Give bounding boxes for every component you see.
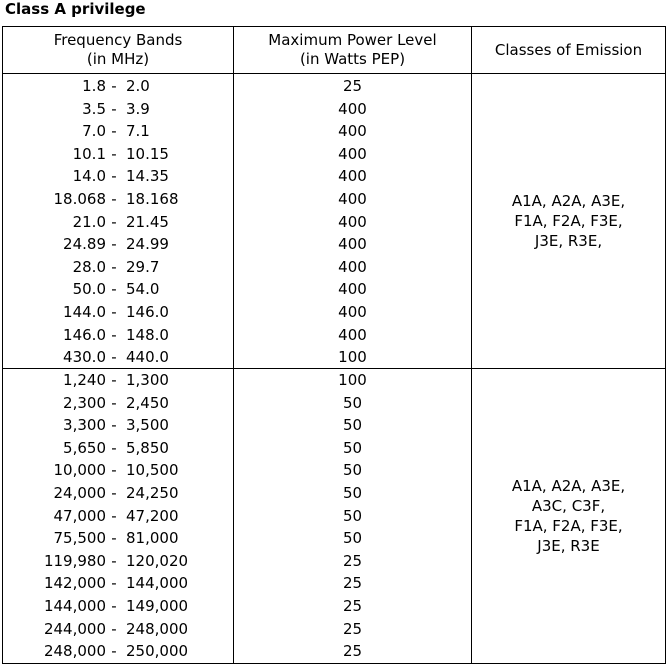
table-row <box>3 414 472 437</box>
band-low: 244,000 <box>43 619 106 638</box>
band-low: 1.8 <box>82 77 106 95</box>
band-dash: - <box>111 280 117 299</box>
table-row <box>3 550 472 573</box>
table-row <box>3 459 472 482</box>
power-level: 400 <box>338 190 367 208</box>
band-high: 250,000 <box>126 642 189 661</box>
emission-line: F1A, F2A, F3E, <box>514 212 623 230</box>
band-low: 146.0 <box>63 325 106 344</box>
band-dash: - <box>111 461 117 480</box>
emission-line: A3C, C3F, <box>531 496 606 515</box>
band-high: 5,850 <box>126 438 169 457</box>
band-low: 119,980 <box>43 551 106 570</box>
table-section <box>3 368 665 663</box>
table-row <box>3 98 472 121</box>
band-dash: - <box>111 167 117 186</box>
table-row <box>3 211 472 234</box>
band-high: 24.99 <box>126 235 169 254</box>
emission-classes <box>472 368 665 663</box>
band-high: 7.1 <box>126 122 150 141</box>
band-high: 148.0 <box>126 325 169 344</box>
band-low: 7.0 <box>82 122 106 141</box>
header-emission <box>472 27 665 73</box>
band-low: 3,300 <box>63 416 106 435</box>
band-dash: - <box>111 416 117 435</box>
band-dash: - <box>111 551 117 570</box>
band-dash: - <box>111 212 117 231</box>
band-dash: - <box>111 325 117 344</box>
power-level: 50 <box>342 484 363 502</box>
band-dash: - <box>111 484 117 502</box>
power-level: 25 <box>342 77 363 95</box>
band-high: 2,450 <box>126 393 169 412</box>
power-level: 50 <box>342 416 363 435</box>
table-row <box>3 369 472 392</box>
power-level: 400 <box>338 235 367 254</box>
band-low: 430.0 <box>63 348 106 367</box>
band-high: 21.45 <box>126 212 169 231</box>
band-dash: - <box>111 99 117 118</box>
band-high: 47,200 <box>126 506 179 525</box>
band-high: 1,300 <box>126 371 169 389</box>
band-low: 5,650 <box>63 438 106 457</box>
band-dash: - <box>111 438 117 457</box>
power-level: 50 <box>342 438 363 457</box>
table-row <box>3 188 472 211</box>
band-dash: - <box>111 235 117 254</box>
power-level: 50 <box>342 393 363 412</box>
table-row <box>3 527 472 550</box>
band-high: 144,000 <box>126 574 189 593</box>
table-row <box>3 324 472 347</box>
band-dash: - <box>111 348 117 367</box>
power-level: 25 <box>342 619 363 638</box>
table-row <box>3 233 472 256</box>
band-high: 120,020 <box>126 551 189 570</box>
table-row <box>3 346 472 369</box>
band-high: 440.0 <box>126 348 169 367</box>
band-high: 146.0 <box>126 303 169 321</box>
power-level: 400 <box>338 99 367 118</box>
header-frequency <box>3 27 233 73</box>
band-low: 50.0 <box>72 280 106 299</box>
band-dash: - <box>111 506 117 525</box>
band-dash: - <box>111 190 117 208</box>
band-low: 10,000 <box>53 461 106 480</box>
table-row <box>3 143 472 166</box>
header-power-line1: Maximum Power Level <box>268 31 437 49</box>
band-high: 14.35 <box>126 167 169 186</box>
band-low: 18.068 <box>53 190 106 208</box>
header-power-line2: (in Watts PEP) <box>299 50 406 68</box>
band-high: 248,000 <box>126 619 189 638</box>
emission-line: J3E, R3E, <box>534 232 603 250</box>
table-row <box>3 640 472 663</box>
band-high: 10,500 <box>126 461 179 480</box>
table-row <box>3 505 472 528</box>
band-dash: - <box>111 597 117 615</box>
table-section <box>3 74 665 368</box>
power-level: 100 <box>338 371 367 389</box>
band-dash: - <box>111 642 117 661</box>
band-low: 14.0 <box>72 167 106 186</box>
power-level: 400 <box>338 144 367 163</box>
band-low: 144.0 <box>63 303 106 321</box>
emission-classes <box>472 74 665 368</box>
band-dash: - <box>111 257 117 276</box>
table-row <box>3 165 472 188</box>
power-level: 25 <box>342 597 363 615</box>
table-row <box>3 278 472 301</box>
band-dash: - <box>111 144 117 163</box>
band-high: 10.15 <box>126 144 169 163</box>
band-dash: - <box>111 371 117 389</box>
header-frequency-line2: (in MHz) <box>86 50 150 68</box>
power-level: 50 <box>342 461 363 480</box>
page-title: Class A privilege <box>5 0 146 18</box>
band-dash: - <box>111 619 117 638</box>
band-high: 3.9 <box>126 99 150 118</box>
band-high: 3,500 <box>126 416 169 435</box>
emission-line: J3E, R3E <box>537 536 600 555</box>
table-row <box>3 572 472 595</box>
band-low: 2,300 <box>63 393 106 412</box>
power-level: 400 <box>338 325 367 344</box>
emission-line: F1A, F2A, F3E, <box>514 516 623 535</box>
power-level: 100 <box>338 348 367 367</box>
band-low: 1,240 <box>63 371 106 389</box>
band-low: 10.1 <box>72 144 106 163</box>
table-row <box>3 75 472 98</box>
band-high: 18.168 <box>126 190 179 208</box>
power-level: 400 <box>338 280 367 299</box>
table-row <box>3 482 472 505</box>
table-row <box>3 256 472 279</box>
power-level: 400 <box>338 303 367 321</box>
power-level: 50 <box>342 506 363 525</box>
table-header <box>3 27 665 74</box>
band-dash: - <box>111 303 117 321</box>
power-level: 400 <box>338 167 367 186</box>
band-dash: - <box>111 77 117 95</box>
band-low: 142,000 <box>43 574 106 593</box>
band-low: 47,000 <box>53 506 106 525</box>
table-row <box>3 437 472 460</box>
power-level: 400 <box>338 212 367 231</box>
band-high: 29.7 <box>126 257 160 276</box>
band-low: 75,500 <box>53 529 106 548</box>
band-high: 149,000 <box>126 597 189 615</box>
header-emission-label: Classes of Emission <box>494 40 643 59</box>
header-frequency-line1: Frequency Bands <box>53 31 183 49</box>
band-dash: - <box>111 122 117 141</box>
band-high: 81,000 <box>126 529 179 548</box>
band-low: 248,000 <box>43 642 106 661</box>
band-low: 144,000 <box>43 597 106 615</box>
band-high: 24,250 <box>126 484 179 502</box>
band-low: 24.89 <box>63 235 106 254</box>
table-row <box>3 301 472 324</box>
band-high: 2.0 <box>126 77 150 95</box>
privilege-table <box>2 26 666 664</box>
power-level: 50 <box>342 529 363 548</box>
emission-line: A1A, A2A, A3E, <box>511 192 626 210</box>
band-low: 3.5 <box>82 99 106 118</box>
band-high: 54.0 <box>126 280 160 299</box>
power-level: 25 <box>342 574 363 593</box>
band-dash: - <box>111 574 117 593</box>
band-low: 28.0 <box>72 257 106 276</box>
power-level: 400 <box>338 122 367 141</box>
band-dash: - <box>111 393 117 412</box>
power-level: 25 <box>342 551 363 570</box>
power-level: 25 <box>342 642 363 661</box>
table-row <box>3 618 472 641</box>
band-low: 21.0 <box>72 212 106 231</box>
band-dash: - <box>111 529 117 548</box>
table-row <box>3 392 472 415</box>
band-low: 24,000 <box>53 484 106 502</box>
table-row <box>3 120 472 143</box>
emission-line: A1A, A2A, A3E, <box>511 476 626 495</box>
power-level: 400 <box>338 257 367 276</box>
table-row <box>3 595 472 618</box>
header-power <box>234 27 471 73</box>
